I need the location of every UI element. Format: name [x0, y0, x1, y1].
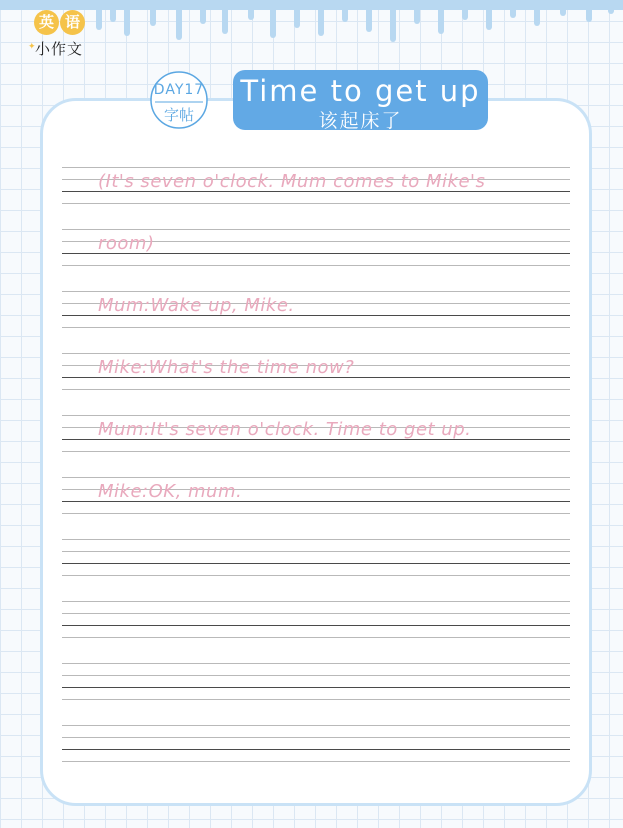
practice-row: [62, 470, 570, 532]
logo-char-2: 语: [60, 10, 85, 35]
logo-subtitle: 小作文: [35, 40, 84, 58]
practice-lines: [62, 160, 570, 780]
practice-row: [62, 594, 570, 656]
trace-text: (It's seven o'clock. Mum comes to Mike's: [98, 171, 486, 192]
practice-row: [62, 408, 570, 470]
practice-row: [62, 284, 570, 346]
practice-row: [62, 160, 570, 222]
day-badge: [143, 70, 215, 130]
sparkle-icon: ✦: [28, 42, 36, 52]
logo-char-1: 英: [34, 10, 59, 35]
title-banner: [233, 70, 488, 130]
trace-text: Mike:OK, mum.: [98, 481, 243, 502]
practice-row: [62, 222, 570, 284]
practice-row: [62, 532, 570, 594]
header-drip-decoration: [0, 0, 623, 44]
trace-text: Mum:It's seven o'clock. Time to get up.: [98, 419, 472, 440]
title-chinese: 该起床了: [318, 110, 403, 132]
brand-logo: [28, 10, 90, 56]
trace-text: Mike:What's the time now?: [98, 357, 355, 378]
practice-row: [62, 656, 570, 718]
trace-text: Mum:Wake up, Mike.: [98, 295, 295, 316]
day-label: 字帖: [163, 106, 194, 124]
practice-row: [62, 346, 570, 408]
title-english: Time to get up: [240, 74, 481, 108]
trace-text: room): [98, 233, 155, 254]
day-number: DAY17: [153, 82, 205, 98]
practice-row: [62, 718, 570, 780]
